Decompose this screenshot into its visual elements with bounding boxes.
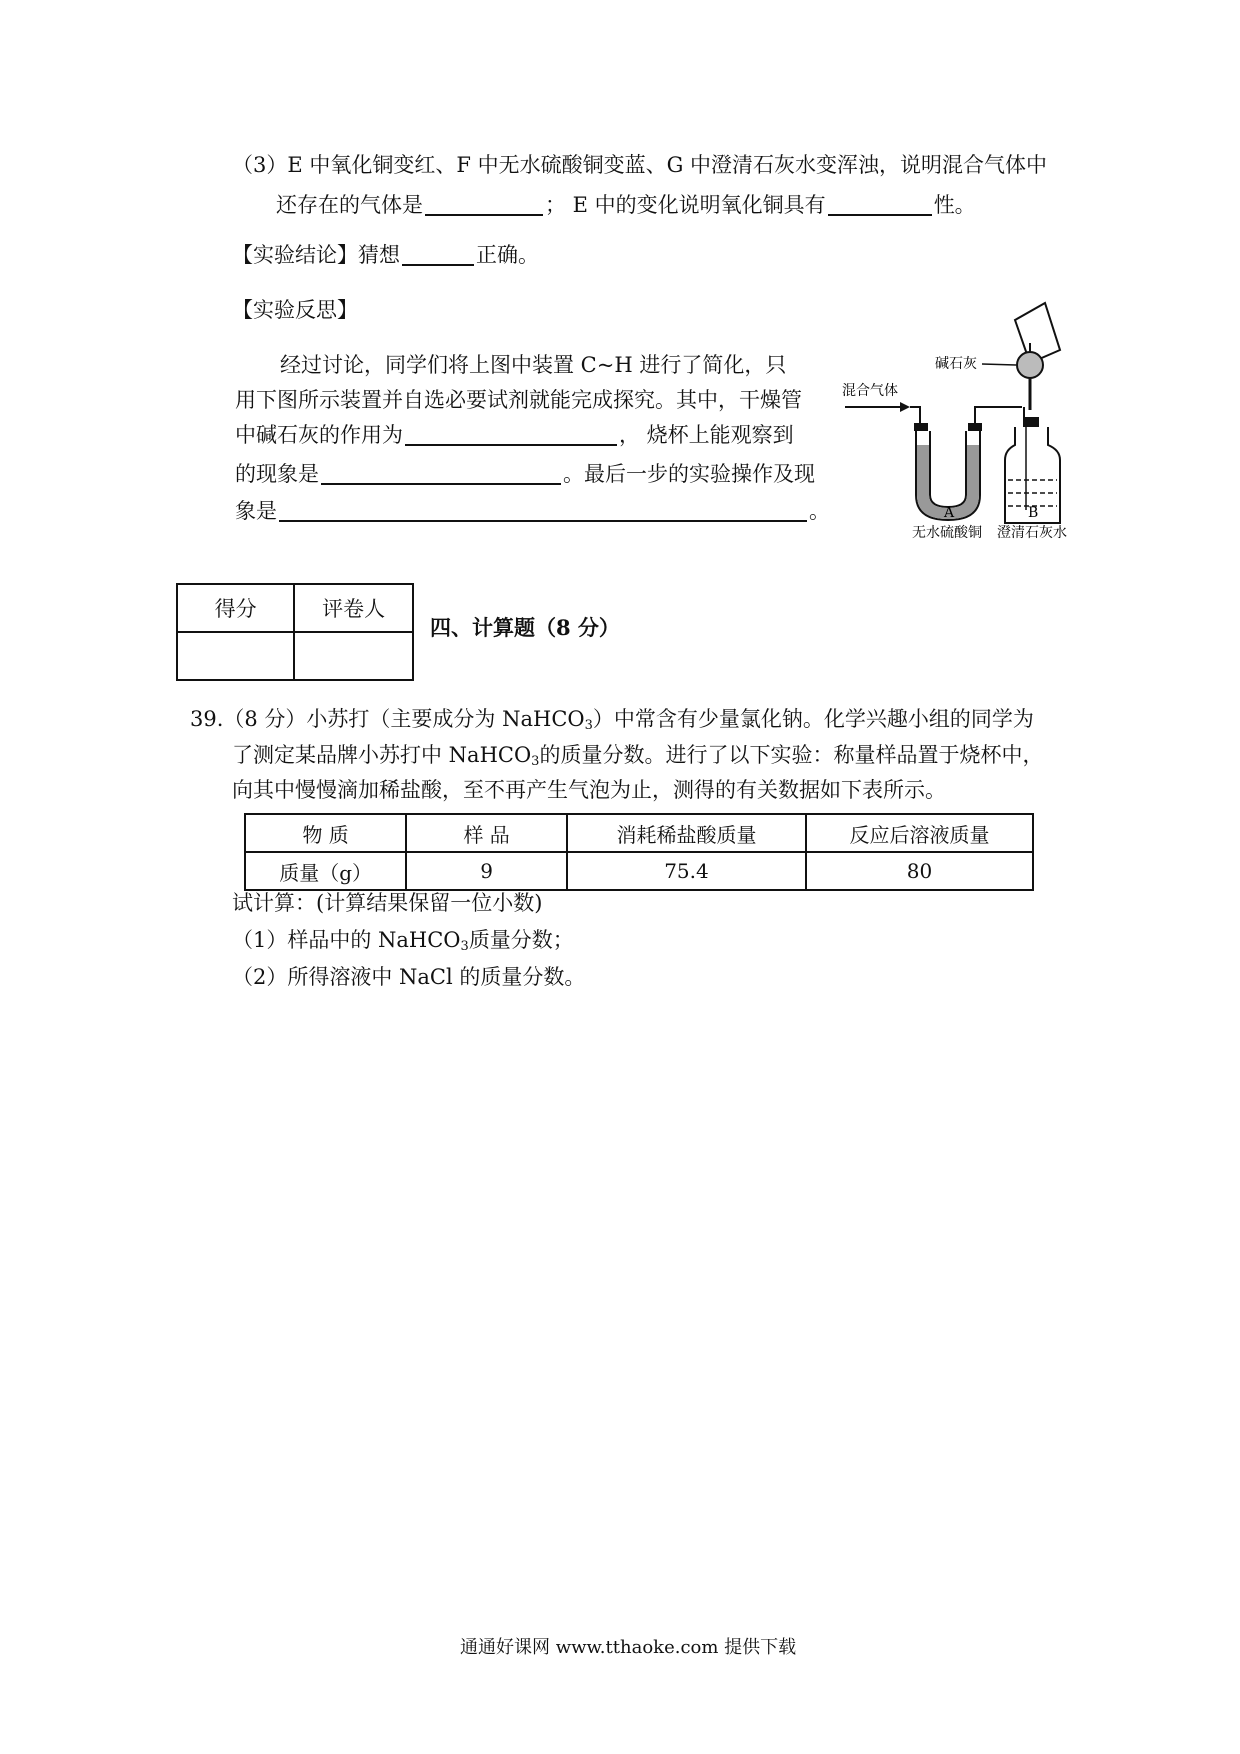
reflection-line5-a: 象是: [235, 499, 277, 523]
q39-line1-b: ）中常含有少量氯化钠。化学兴趣小组的同学为: [592, 707, 1034, 731]
conclusion-label: 【实验结论】猜想: [232, 243, 400, 267]
score-cell[interactable]: [177, 632, 294, 680]
apparatus-diagram: [840, 295, 1080, 545]
score-box: [176, 583, 414, 681]
answer-blank-last-step[interactable]: [279, 498, 807, 522]
table-cell: 质量（g）: [245, 852, 406, 890]
table-row: [245, 852, 1033, 890]
soda-lime-label: 碱石灰: [935, 356, 977, 372]
reflection-line4-b: 。最后一步的实验操作及现: [563, 462, 815, 486]
table-header-row: [245, 814, 1033, 852]
reflection-line3-b: ， 烧杯上能观察到: [619, 423, 794, 447]
table-cell: 80: [806, 852, 1033, 890]
subscript-3: 3: [531, 754, 540, 769]
gas-arrow-icon: [845, 402, 910, 412]
label-b: B: [1028, 505, 1039, 521]
q3-line2-a: 还存在的气体是: [276, 193, 423, 217]
reflection-line5: [235, 496, 830, 526]
data-table: [244, 813, 1034, 891]
table-header: 物 质: [245, 814, 406, 852]
caption-a: 无水硫酸铜: [912, 525, 982, 541]
q39-part1-b: 质量分数；: [468, 928, 574, 952]
footer-text: 通通好课网 www.tthaoke.com 提供下载: [460, 1637, 797, 1658]
answer-blank-property[interactable]: [828, 192, 932, 216]
conclusion-end: 正确。: [476, 243, 539, 267]
caption-b: 澄清石灰水: [997, 525, 1067, 541]
calc-instruction: 试计算：(计算结果保留一位小数): [232, 891, 543, 915]
q39-line2-a: 了测定某品牌小苏打中 NaHCO: [232, 743, 532, 767]
grader-cell[interactable]: [294, 632, 413, 680]
label-a: A: [944, 505, 955, 521]
reflection-line4-a: 的现象是: [235, 462, 319, 486]
subscript-3: 3: [460, 939, 469, 954]
table-cell: 9: [406, 852, 567, 890]
q3-line2: [276, 190, 976, 220]
mixed-gas-label: 混合气体: [842, 383, 898, 399]
reflection-line3-a: 中碱石灰的作用为: [235, 423, 403, 447]
q39-line2: [232, 740, 1043, 777]
section4-title: 四、计算题（8 分）: [430, 615, 620, 640]
answer-blank-soda-lime[interactable]: [405, 422, 617, 446]
reflection-line1: 经过讨论，同学们将上图中装置 C~H 进行了简化，只: [280, 353, 787, 377]
table-header: 反应后溶液质量: [806, 814, 1033, 852]
q3-line1: （3）E 中氧化铜变红、F 中无水硫酸铜变蓝、G 中澄清石灰水变浑浊，说明混合气体中: [232, 153, 1048, 177]
q39-line1-a: 39.（8 分）小苏打（主要成分为 NaHCO: [190, 707, 585, 731]
reflection-line5-b: 。: [809, 499, 830, 523]
q39-part1: [232, 925, 574, 962]
table-header: 样 品: [406, 814, 567, 852]
q39-line3: 向其中慢慢滴加稀盐酸，至不再产生气泡为止，测得的有关数据如下表所示。: [232, 778, 946, 802]
q3-line2-b: ； E 中的变化说明氧化铜具有: [545, 193, 826, 217]
reflection-line2: 用下图所示装置并自选必要试剂就能完成探究。其中，干燥管: [235, 388, 802, 412]
q3-line2-c: 性。: [933, 193, 976, 217]
table-cell: 75.4: [567, 852, 806, 890]
score-header: 得分: [177, 584, 294, 632]
answer-blank-phenomenon[interactable]: [321, 461, 561, 485]
subscript-3: 3: [584, 718, 593, 733]
grader-header: 评卷人: [294, 584, 413, 632]
reflection-line3: [235, 420, 794, 450]
answer-blank-guess[interactable]: [402, 242, 474, 266]
q39-line2-b: 的质量分数。进行了以下实验：称量样品置于烧杯中，: [539, 743, 1044, 767]
q39-part1-a: （1）样品中的 NaHCO: [232, 928, 461, 952]
reflection-line4: [235, 459, 815, 489]
q39-line1: [190, 704, 1034, 741]
conclusion-line: [232, 240, 539, 270]
answer-blank-gas[interactable]: [425, 192, 543, 216]
reflection-title: 【实验反思】: [232, 298, 358, 322]
q39-part2: （2）所得溶液中 NaCl 的质量分数。: [232, 965, 586, 989]
drying-tube-icon: [1017, 343, 1043, 410]
table-header: 消耗稀盐酸质量: [567, 814, 806, 852]
